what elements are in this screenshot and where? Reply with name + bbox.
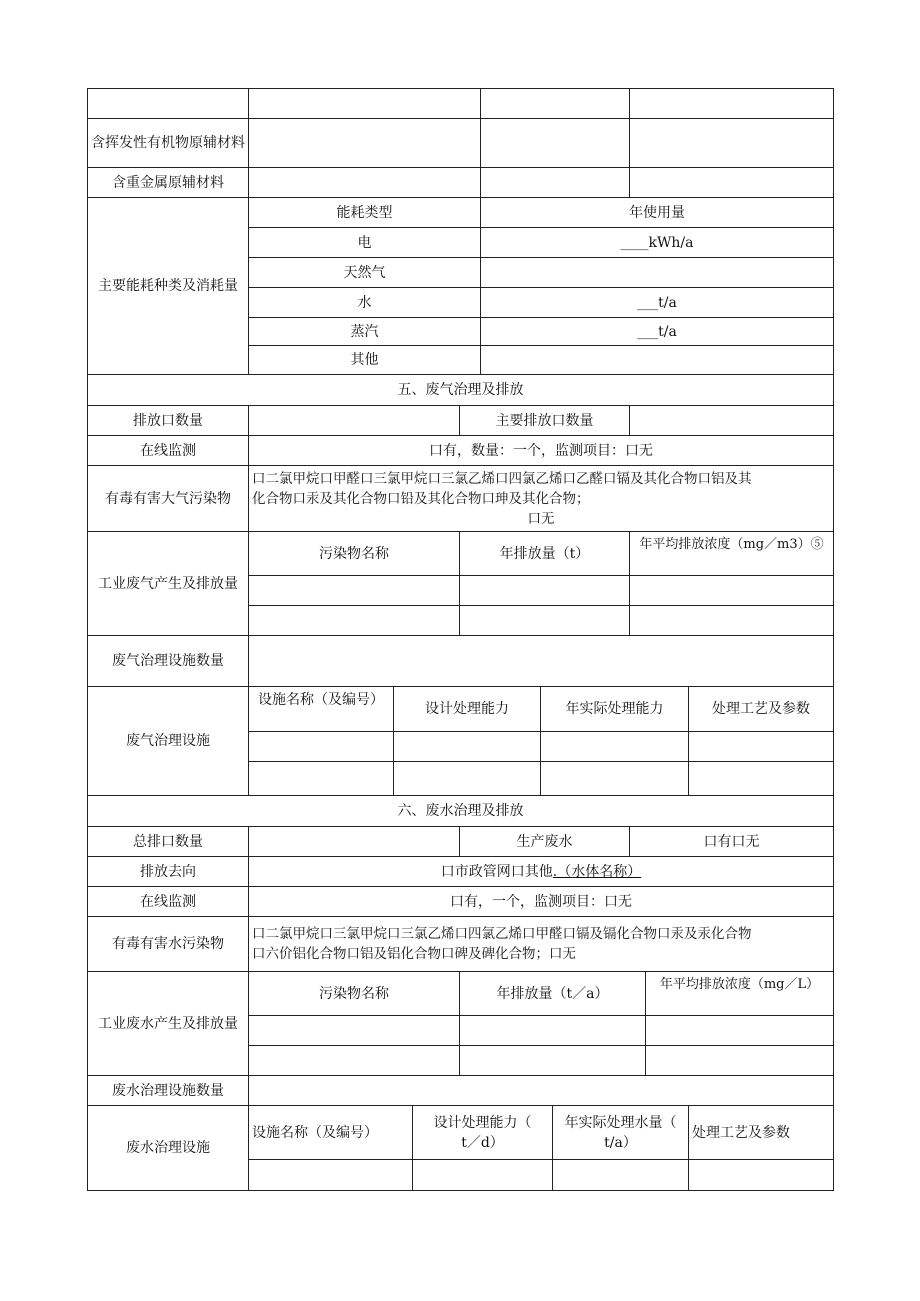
gas-facility-col-design: 设计处理能力 xyxy=(393,686,541,732)
value-cell[interactable] xyxy=(480,88,630,119)
gas-outlet-count-value[interactable] xyxy=(248,405,460,436)
energy-type-other: 其他 xyxy=(248,345,481,375)
water-toxic-line-1: 口二氯甲烷口三氯甲烷口三氯乙烯口四氯乙烯口甲醛口镉及镉化合物口汞及汞化合物 xyxy=(252,926,752,942)
water-online-monitoring-label: 在线监测 xyxy=(87,886,249,917)
gas-col-annual-amount: 年排放量（t） xyxy=(459,531,630,576)
water-facility-col-actual-line-1: 年实际处理水量（ xyxy=(564,1114,677,1131)
water-facility-col-process: 处理工艺及参数 xyxy=(688,1105,834,1160)
gas-facility-cell[interactable] xyxy=(248,731,394,762)
water-facility-count-value[interactable] xyxy=(248,1075,834,1106)
gas-emission-cell[interactable] xyxy=(459,605,630,636)
gas-emission-label: 工业废气产生及排放量 xyxy=(87,531,249,636)
water-destination-label: 排放去向 xyxy=(87,856,249,887)
gas-outlet-count-label: 排放口数量 xyxy=(87,405,249,436)
value-cell[interactable] xyxy=(248,118,481,168)
gas-toxic-line-3: 口无 xyxy=(527,510,555,527)
water-facility-col-name: 设施名称（及编号） xyxy=(248,1105,413,1160)
gas-emission-cell[interactable] xyxy=(248,605,460,636)
gas-main-outlet-count-label: 主要排放口数量 xyxy=(459,405,630,436)
water-facility-col-design xyxy=(412,1105,553,1160)
water-facility-col-actual-line-2: t/a） xyxy=(604,1134,637,1151)
water-facility-col-design-line-2: t／d） xyxy=(461,1134,504,1151)
gas-emission-cell[interactable] xyxy=(459,575,630,606)
water-destination-options: 口市政管网口其他 xyxy=(440,863,553,880)
value-cell[interactable] xyxy=(480,167,630,198)
value-cell[interactable] xyxy=(629,88,834,119)
gas-emission-cell[interactable] xyxy=(248,575,460,606)
water-section-title: 六、废水治理及排放 xyxy=(87,795,834,827)
water-outlet-count-value[interactable] xyxy=(248,826,460,857)
water-destination-value[interactable] xyxy=(248,856,834,887)
energy-usage-steam[interactable]: ___t/a xyxy=(480,317,834,346)
water-col-avg-concentration: 年平均排放浓度（mg／L） xyxy=(645,971,834,1016)
water-toxic-line-2: 口六价铝化合物口铝及铝化合物口碑及碑化合物；口无 xyxy=(252,946,576,962)
value-cell[interactable] xyxy=(629,167,834,198)
water-emission-cell[interactable] xyxy=(459,1015,646,1046)
gas-emission-cell[interactable] xyxy=(629,605,834,636)
water-facility-cell[interactable] xyxy=(412,1159,553,1191)
voc-materials-label xyxy=(87,118,249,168)
gas-facility-col-process: 处理工艺及参数 xyxy=(688,686,834,732)
gas-facility-label: 废气治理设施 xyxy=(87,686,249,796)
gas-col-pollutant-name: 污染物名称 xyxy=(248,531,460,576)
gas-facility-col-name: 设施名称（及编号） xyxy=(248,686,394,732)
energy-usage-natural-gas[interactable] xyxy=(480,257,834,288)
gas-toxic-label: 有毒有害大气污染物 xyxy=(87,465,249,532)
energy-type-steam: 蒸汽 xyxy=(248,317,481,346)
energy-type-water: 水 xyxy=(248,287,481,318)
water-emission-cell[interactable] xyxy=(459,1045,646,1076)
gas-toxic-line-2: 化合物口汞及其化合物口铅及其化合物口珅及其化合物； xyxy=(252,490,590,507)
water-emission-label: 工业废水产生及排放量 xyxy=(87,971,249,1076)
gas-facility-col-actual: 年实际处理能力 xyxy=(540,686,689,732)
energy-usage-other[interactable] xyxy=(480,345,834,375)
water-emission-cell[interactable] xyxy=(645,1045,834,1076)
energy-usage-water[interactable]: ___t/a xyxy=(480,287,834,318)
energy-usage-electricity[interactable]: ____kWh/a xyxy=(480,227,834,258)
water-facility-cell[interactable] xyxy=(552,1159,689,1191)
water-facility-col-design-line-1: 设计处理能力（ xyxy=(433,1114,532,1131)
gas-online-monitoring-value[interactable]: 口有，数量：一个，监测项目：口无 xyxy=(248,435,834,466)
gas-toxic-options[interactable] xyxy=(248,465,834,532)
water-emission-cell[interactable] xyxy=(248,1015,460,1046)
energy-label: 主要能耗种类及消耗量 xyxy=(87,197,249,375)
gas-facility-cell[interactable] xyxy=(688,731,834,762)
gas-section-title: 五、废气治理及排放 xyxy=(87,374,834,406)
water-facility-cell[interactable] xyxy=(248,1159,413,1191)
gas-facility-cell[interactable] xyxy=(393,761,541,796)
energy-type-header: 能耗类型 xyxy=(248,197,481,228)
gas-facility-cell[interactable] xyxy=(688,761,834,796)
gas-facility-count-value[interactable] xyxy=(248,635,834,687)
water-facility-cell[interactable] xyxy=(688,1159,834,1191)
water-production-value[interactable]: 口有口无 xyxy=(629,826,834,857)
water-col-annual-amount: 年排放量（t／a） xyxy=(459,971,646,1016)
energy-usage-header: 年使用量 xyxy=(480,197,834,228)
water-toxic-label: 有毒有害水污染物 xyxy=(87,916,249,972)
water-facility-label: 废水治理设施 xyxy=(87,1105,249,1191)
gas-col-avg-concentration: 年平均排放浓度（mg／m3）⑤ xyxy=(629,531,834,576)
energy-type-natural-gas: 天然气 xyxy=(248,257,481,288)
gas-facility-cell[interactable] xyxy=(248,761,394,796)
water-facility-count-label: 废水治理设施数量 xyxy=(87,1075,249,1106)
heavy-metal-materials-label: 含重金属原辅材料 xyxy=(87,167,249,198)
gas-facility-cell[interactable] xyxy=(540,731,689,762)
label-cell-empty xyxy=(87,88,249,119)
water-body-name-blank: .（水体名称） xyxy=(552,863,642,880)
gas-facility-cell[interactable] xyxy=(540,761,689,796)
value-cell[interactable] xyxy=(248,167,481,198)
gas-toxic-line-1: 口二氯甲烷口甲醛口三氯甲烷口三氯乙烯口四氯乙烯口乙醛口镉及其化合物口铝及其 xyxy=(252,470,752,487)
voc-materials-text: 含挥发性有机物原辅材料 xyxy=(91,135,245,151)
water-facility-col-actual xyxy=(552,1105,689,1160)
water-emission-cell[interactable] xyxy=(248,1045,460,1076)
energy-type-electricity: 电 xyxy=(248,227,481,258)
water-online-monitoring-value[interactable]: 口有，一个，监测项目：口无 xyxy=(248,886,834,917)
water-col-pollutant-name: 污染物名称 xyxy=(248,971,460,1016)
water-emission-cell[interactable] xyxy=(645,1015,834,1046)
gas-facility-count-label: 废气治理设施数量 xyxy=(87,635,249,687)
value-cell[interactable] xyxy=(480,118,630,168)
water-toxic-options[interactable] xyxy=(248,916,834,972)
gas-online-monitoring-label: 在线监测 xyxy=(87,435,249,466)
value-cell[interactable] xyxy=(248,88,481,119)
gas-emission-cell[interactable] xyxy=(629,575,834,606)
water-production-label: 生产废水 xyxy=(459,826,630,857)
water-outlet-count-label: 总排口数量 xyxy=(87,826,249,857)
gas-main-outlet-count-value[interactable] xyxy=(629,405,834,436)
value-cell[interactable] xyxy=(629,118,834,168)
gas-facility-cell[interactable] xyxy=(393,731,541,762)
